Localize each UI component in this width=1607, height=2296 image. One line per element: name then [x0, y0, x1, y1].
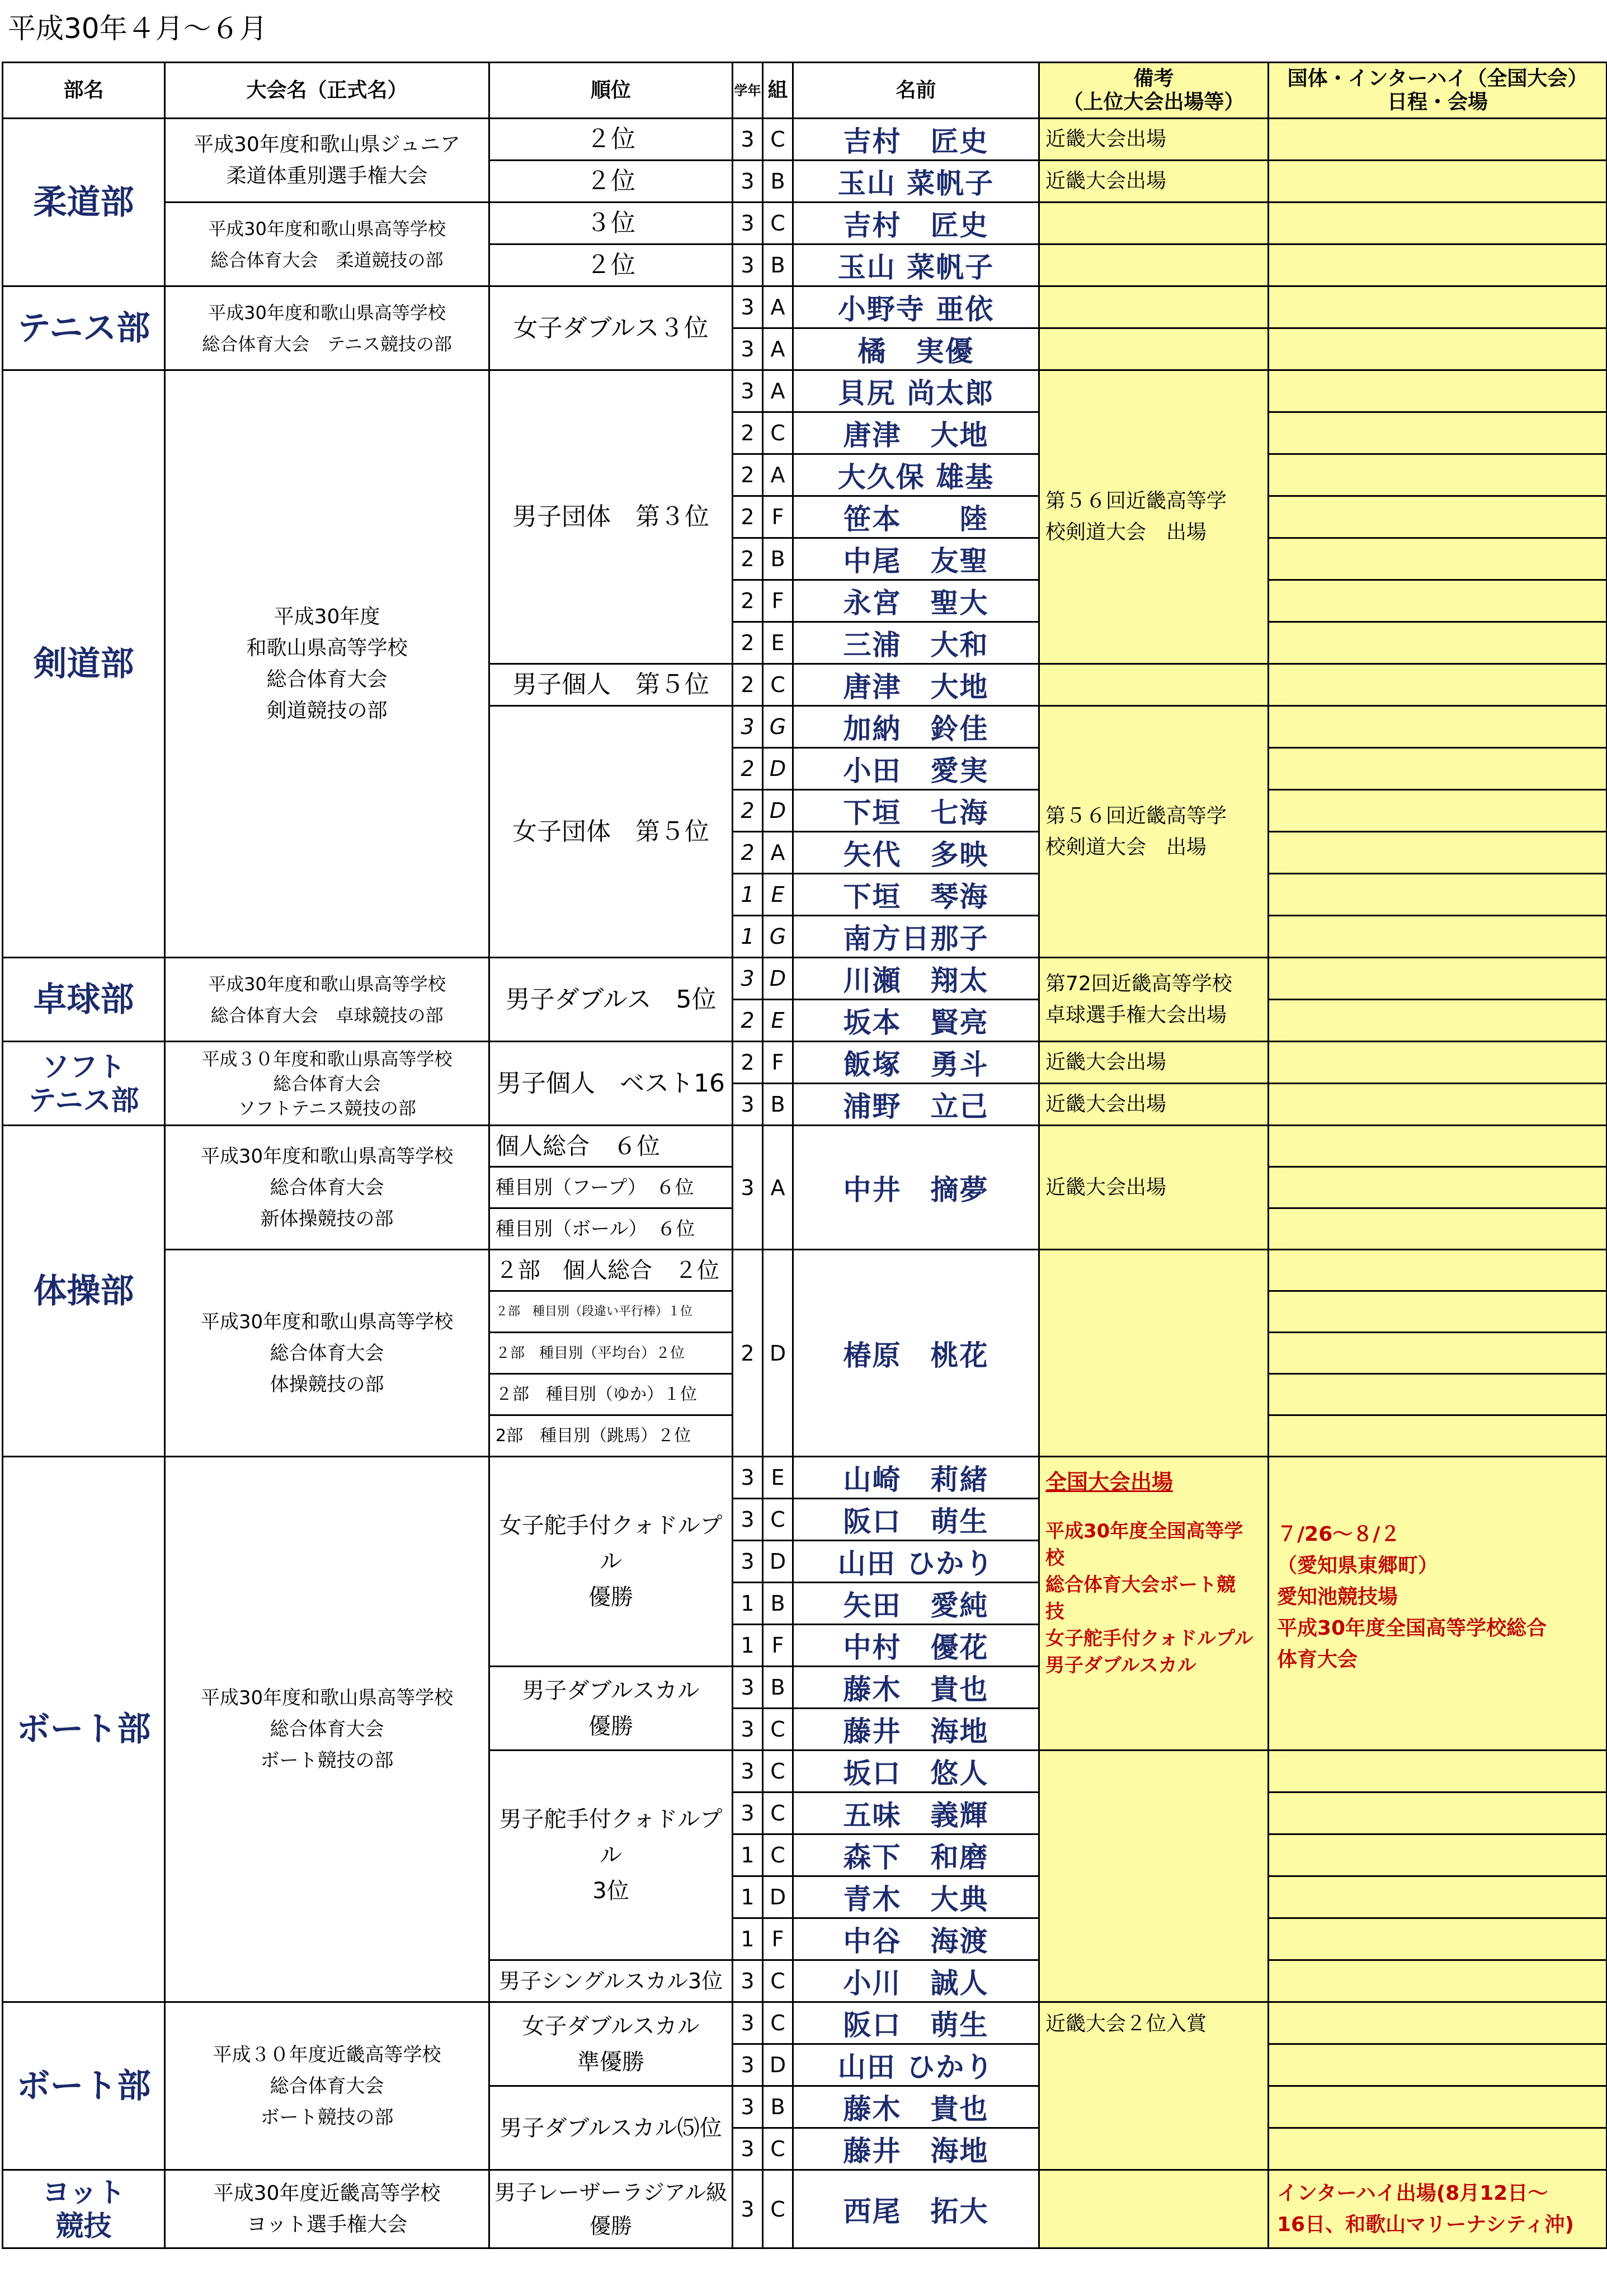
kumi-cell: B	[763, 161, 793, 203]
student-name: 吉村 匠史	[793, 203, 1039, 244]
note-cell	[1039, 1457, 1269, 1751]
table-row	[3, 2002, 1607, 2044]
national-cell	[1269, 1792, 1607, 1834]
student-name: 五味 義輝	[793, 1792, 1039, 1834]
grade-cell: 3	[733, 328, 763, 370]
grade-cell: 1	[733, 916, 763, 958]
rank-cell: 女子団体 第５位	[489, 706, 733, 958]
grade-cell: 3	[733, 1084, 763, 1126]
student-name: 吉村 匠史	[793, 119, 1039, 161]
page-title: 平成30年４月～６月	[8, 12, 267, 45]
table-row	[3, 1250, 1607, 1291]
student-name: 笹本 陸	[793, 496, 1039, 538]
note-cell	[1039, 328, 1269, 370]
tournament-cell: 平成３０年度和歌山県高等学校 総合体育大会 ソフトテニス競技の部	[165, 1042, 489, 1126]
kumi-cell: A	[763, 1126, 793, 1250]
kumi-cell: C	[763, 2128, 793, 2170]
national-cell	[1269, 832, 1607, 874]
student-name: 小田 愛実	[793, 748, 1039, 790]
header-rank: 順位	[489, 63, 733, 119]
grade-cell: 3	[733, 119, 763, 161]
club-cell: ソフト テニス部	[3, 1042, 165, 1126]
kumi-cell: E	[763, 874, 793, 916]
club-cell: ボート部	[3, 1457, 165, 2002]
note-cell	[1039, 203, 1269, 244]
national-cell: ７/26～８/２ （愛知県東郷町） 愛知池競技場 平成30年度全国高等学校総合 体育大会	[1269, 1457, 1607, 1751]
grade-cell: 2	[733, 832, 763, 874]
kumi-cell: B	[763, 244, 793, 286]
student-name: 南方日那子	[793, 916, 1039, 958]
kumi-cell: D	[763, 2044, 793, 2086]
grade-cell: 3	[733, 2086, 763, 2128]
kumi-cell: D	[763, 790, 793, 832]
national-cell	[1269, 580, 1607, 622]
rank-cell: 種目別（ボール） ６位	[489, 1208, 733, 1250]
kumi-cell: A	[763, 454, 793, 496]
student-name: 川瀬 翔太	[793, 958, 1039, 1000]
grade-cell: 1	[733, 1625, 763, 1667]
grade-cell: 3	[733, 161, 763, 203]
tournament-cell: 平成30年度和歌山県高等学校 総合体育大会 ボート競技の部	[165, 1457, 489, 2002]
note-cell	[1039, 664, 1269, 706]
rank-cell: 種目別（フープ） ６位	[489, 1167, 733, 1208]
kumi-cell: C	[763, 2002, 793, 2044]
note-cell: 近畿大会出場	[1039, 161, 1269, 203]
rank-cell: ２位	[489, 161, 733, 203]
student-name: 浦野 立己	[793, 1084, 1039, 1126]
student-name: 加納 鈴佳	[793, 706, 1039, 748]
student-name: 矢田 愛純	[793, 1583, 1039, 1625]
header-name: 名前	[793, 63, 1039, 119]
kumi-cell: G	[763, 916, 793, 958]
kumi-cell: D	[763, 1876, 793, 1918]
national-cell	[1269, 496, 1607, 538]
rank-cell: 女子ダブルスカル 準優勝	[489, 2002, 733, 2086]
national-cell	[1269, 412, 1607, 454]
grade-cell: 3	[733, 706, 763, 748]
grade-cell: 1	[733, 1834, 763, 1876]
kumi-cell: F	[763, 1918, 793, 1960]
student-name: 山田 ひかり	[793, 1541, 1039, 1583]
header-grade: 学年	[733, 63, 763, 119]
kumi-cell: E	[763, 1000, 793, 1042]
table-row	[3, 958, 1607, 1000]
student-name: 山崎 莉緒	[793, 1457, 1039, 1499]
note-cell: 第５６回近畿高等学 校剣道大会 出場	[1039, 370, 1269, 664]
grade-cell: 2	[733, 622, 763, 664]
grade-cell: 1	[733, 1918, 763, 1960]
grade-cell: 2	[733, 1250, 763, 1457]
grade-cell: 2	[733, 664, 763, 706]
grade-cell: 2	[733, 748, 763, 790]
note-cell: 近畿大会出場	[1039, 1084, 1269, 1126]
tournament-cell: 平成30年度 和歌山県高等学校 総合体育大会 剣道競技の部	[165, 370, 489, 958]
national-cell	[1269, 454, 1607, 496]
student-name: 坂本 賢亮	[793, 1000, 1039, 1042]
student-name: 中尾 友聖	[793, 538, 1039, 580]
kumi-cell: E	[763, 1457, 793, 1499]
note-cell: 第５６回近畿高等学 校剣道大会 出場	[1039, 706, 1269, 958]
student-name: 椿原 桃花	[793, 1250, 1039, 1457]
club-cell: 卓球部	[3, 958, 165, 1042]
national-cell	[1269, 1208, 1607, 1250]
kumi-cell: A	[763, 286, 793, 328]
national-cell	[1269, 328, 1607, 370]
rank-cell: 男子シングルスカル3位	[489, 1960, 733, 2002]
national-cell	[1269, 1960, 1607, 2002]
club-cell: ボート部	[3, 2002, 165, 2170]
kumi-cell: C	[763, 1751, 793, 1792]
kumi-cell: B	[763, 538, 793, 580]
grade-cell: 2	[733, 496, 763, 538]
national-cell	[1269, 748, 1607, 790]
student-name: 坂口 悠人	[793, 1751, 1039, 1792]
national-cell	[1269, 790, 1607, 832]
student-name: 飯塚 勇斗	[793, 1042, 1039, 1084]
grade-cell: 2	[733, 412, 763, 454]
grade-cell: 1	[733, 874, 763, 916]
kumi-cell: A	[763, 370, 793, 412]
student-name: 阪口 萌生	[793, 1499, 1039, 1541]
grade-cell: 3	[733, 1457, 763, 1499]
national-cell	[1269, 916, 1607, 958]
rank-cell: 男子舵手付クォドルプル 3位	[489, 1751, 733, 1960]
note-cell	[1039, 286, 1269, 328]
national-cell: インターハイ出場(8月12日～ 16日、和歌山マリーナシティ沖)	[1269, 2170, 1607, 2248]
kumi-cell: F	[763, 1042, 793, 1084]
national-tournament-detail: 平成30年度全国高等学 校 総合体育大会ボート競 技 女子舵手付クォドルプル 男子ダブルスカル	[1045, 1520, 1253, 1677]
national-cell	[1269, 1876, 1607, 1918]
grade-cell: 2	[733, 454, 763, 496]
rank-cell: 男子個人 第５位	[489, 664, 733, 706]
rank-cell: 男子レーザーラジアル級 優勝	[489, 2170, 733, 2248]
note-cell: 近畿大会出場	[1039, 119, 1269, 161]
tournament-cell: 平成30年度近畿高等学校 ヨット選手権大会	[165, 2170, 489, 2248]
grade-cell: 2	[733, 538, 763, 580]
tournament-cell: 平成30年度和歌山県高等学校 総合体育大会 テニス競技の部	[165, 286, 489, 370]
student-name: 藤木 貴也	[793, 1667, 1039, 1709]
student-name: 西尾 拓大	[793, 2170, 1039, 2248]
kumi-cell: C	[763, 1792, 793, 1834]
grade-cell: 3	[733, 1751, 763, 1792]
kumi-cell: C	[763, 203, 793, 244]
national-cell	[1269, 370, 1607, 412]
grade-cell: 3	[733, 1541, 763, 1583]
kumi-cell: F	[763, 1625, 793, 1667]
national-cell	[1269, 1042, 1607, 1084]
student-name: 山田 ひかり	[793, 2044, 1039, 2086]
rank-cell: 男子ダブルス 5位	[489, 958, 733, 1042]
grade-cell: 1	[733, 1583, 763, 1625]
national-cell	[1269, 874, 1607, 916]
rank-cell: ２位	[489, 244, 733, 286]
table-row	[3, 370, 1607, 412]
national-cell	[1269, 622, 1607, 664]
rank-cell: 男子ダブルスカル⑸位	[489, 2086, 733, 2170]
note-cell: 第72回近畿高等学校 卓球選手権大会出場	[1039, 958, 1269, 1042]
national-cell	[1269, 244, 1607, 286]
grade-cell: 3	[733, 244, 763, 286]
rank-cell: ２部 種目別（ゆか）１位	[489, 1374, 733, 1415]
student-name: 阪口 萌生	[793, 2002, 1039, 2044]
tournament-cell: 平成30年度和歌山県高等学校 総合体育大会 卓球競技の部	[165, 958, 489, 1042]
national-cell	[1269, 1084, 1607, 1126]
kumi-cell: B	[763, 2086, 793, 2128]
national-cell	[1269, 958, 1607, 1000]
grade-cell: 3	[733, 1792, 763, 1834]
national-cell	[1269, 286, 1607, 328]
kumi-cell: C	[763, 1834, 793, 1876]
tournament-cell: 平成30年度和歌山県高等学校 総合体育大会 新体操競技の部	[165, 1126, 489, 1250]
table-row	[3, 203, 1607, 244]
header-note: 備考 （上位大会出場等）	[1039, 63, 1269, 119]
rank-cell: 男子ダブルスカル 優勝	[489, 1667, 733, 1751]
club-cell: ヨット 競技	[3, 2170, 165, 2248]
national-cell	[1269, 2002, 1607, 2044]
student-name: 青木 大典	[793, 1876, 1039, 1918]
national-cell	[1269, 1834, 1607, 1876]
kumi-cell: D	[763, 1250, 793, 1457]
national-cell	[1269, 203, 1607, 244]
grade-cell: 3	[733, 370, 763, 412]
rank-cell: 男子個人 ベスト16	[489, 1042, 733, 1126]
national-cell	[1269, 1167, 1607, 1208]
table-row	[3, 1042, 1607, 1084]
kumi-cell: B	[763, 1667, 793, 1709]
kumi-cell: C	[763, 1960, 793, 2002]
note-cell: 近畿大会２位入賞	[1039, 2002, 1269, 2170]
header-tournament: 大会名（正式名）	[165, 63, 489, 119]
club-cell: テニス部	[3, 286, 165, 370]
grade-cell: 2	[733, 790, 763, 832]
student-name: 下垣 琴海	[793, 874, 1039, 916]
student-name: 中村 優花	[793, 1625, 1039, 1667]
kumi-cell: A	[763, 832, 793, 874]
student-name: 大久保 雄基	[793, 454, 1039, 496]
kumi-cell: C	[763, 1499, 793, 1541]
kumi-cell: D	[763, 1541, 793, 1583]
kumi-cell: C	[763, 412, 793, 454]
rank-cell: ２部 個人総合 ２位	[489, 1250, 733, 1291]
club-cell: 体操部	[3, 1126, 165, 1457]
rank-cell: ２部 種目別（段違い平行棒）１位	[489, 1291, 733, 1333]
national-cell	[1269, 1000, 1607, 1042]
national-cell	[1269, 119, 1607, 161]
grade-cell: 3	[733, 1667, 763, 1709]
note-cell: 近畿大会出場	[1039, 1126, 1269, 1250]
student-name: 藤木 貴也	[793, 2086, 1039, 2128]
results-table	[2, 62, 1607, 2249]
grade-cell: 3	[733, 1499, 763, 1541]
kumi-cell: C	[763, 1709, 793, 1751]
national-tournament-title: 全国大会出場	[1045, 1470, 1174, 1494]
kumi-cell: C	[763, 664, 793, 706]
note-cell	[1039, 1751, 1269, 2002]
table-row	[3, 2170, 1607, 2248]
national-cell	[1269, 2128, 1607, 2170]
rank-cell: ３位	[489, 203, 733, 244]
kumi-cell: A	[763, 328, 793, 370]
student-name: 小川 誠人	[793, 1960, 1039, 2002]
kumi-cell: F	[763, 580, 793, 622]
rank-cell: 2部 種目別（跳馬）２位	[489, 1415, 733, 1457]
grade-cell: 3	[733, 2128, 763, 2170]
rank-cell: 個人総合 ６位	[489, 1126, 733, 1167]
rank-cell: 女子ダブルス３位	[489, 286, 733, 370]
grade-cell: 3	[733, 203, 763, 244]
table-row	[3, 286, 1607, 328]
national-cell	[1269, 1918, 1607, 1960]
student-name: 藤井 海地	[793, 1709, 1039, 1751]
kumi-cell: C	[763, 2170, 793, 2248]
header-national: 国体・インターハイ（全国大会） 日程・会場	[1269, 63, 1607, 119]
kumi-cell: B	[763, 1084, 793, 1126]
tournament-cell: 平成30年度和歌山県高等学校 総合体育大会 柔道競技の部	[165, 203, 489, 286]
national-cell	[1269, 2044, 1607, 2086]
grade-cell: 3	[733, 2170, 763, 2248]
table-row	[3, 1126, 1607, 1167]
grade-cell: 2	[733, 1042, 763, 1084]
grade-cell: 3	[733, 1709, 763, 1751]
national-cell	[1269, 1126, 1607, 1167]
note-cell	[1039, 1250, 1269, 1457]
rank-cell: 男子団体 第３位	[489, 370, 733, 664]
kumi-cell: D	[763, 958, 793, 1000]
kumi-cell: B	[763, 1583, 793, 1625]
note-cell: 近畿大会出場	[1039, 1042, 1269, 1084]
grade-cell: 3	[733, 958, 763, 1000]
tournament-cell: 平成30年度和歌山県高等学校 総合体育大会 体操競技の部	[165, 1250, 489, 1457]
grade-cell: 3	[733, 1960, 763, 2002]
header-kumi: 組	[763, 63, 793, 119]
student-name: 小野寺 亜依	[793, 286, 1039, 328]
rank-cell: 女子舵手付クォドルプル 優勝	[489, 1457, 733, 1667]
table-row	[3, 119, 1607, 161]
grade-cell: 1	[733, 1876, 763, 1918]
national-cell	[1269, 1374, 1607, 1415]
student-name: 玉山 菜帆子	[793, 244, 1039, 286]
national-cell	[1269, 1333, 1607, 1374]
national-cell	[1269, 706, 1607, 748]
tournament-cell: 平成３０年度近畿高等学校 総合体育大会 ボート競技の部	[165, 2002, 489, 2170]
grade-cell: 3	[733, 2044, 763, 2086]
note-cell	[1039, 244, 1269, 286]
header-row	[3, 63, 1607, 119]
student-name: 玉山 菜帆子	[793, 161, 1039, 203]
national-cell	[1269, 2086, 1607, 2128]
kumi-cell: G	[763, 706, 793, 748]
kumi-cell: F	[763, 496, 793, 538]
national-cell	[1269, 1415, 1607, 1457]
grade-cell: 2	[733, 1000, 763, 1042]
student-name: 貝尻 尚太郎	[793, 370, 1039, 412]
note-cell	[1039, 2170, 1269, 2248]
grade-cell: 2	[733, 580, 763, 622]
national-cell	[1269, 664, 1607, 706]
club-cell: 剣道部	[3, 370, 165, 958]
national-cell	[1269, 1751, 1607, 1792]
student-name: 橘 実優	[793, 328, 1039, 370]
grade-cell: 3	[733, 2002, 763, 2044]
student-name: 藤井 海地	[793, 2128, 1039, 2170]
student-name: 唐津 大地	[793, 664, 1039, 706]
national-cell	[1269, 161, 1607, 203]
student-name: 三浦 大和	[793, 622, 1039, 664]
national-cell	[1269, 1250, 1607, 1291]
kumi-cell: D	[763, 748, 793, 790]
rank-cell: ２位	[489, 119, 733, 161]
national-cell	[1269, 1291, 1607, 1333]
student-name: 下垣 七海	[793, 790, 1039, 832]
club-cell: 柔道部	[3, 119, 165, 286]
header-club: 部名	[3, 63, 165, 119]
grade-cell: 3	[733, 286, 763, 328]
table-row	[3, 1457, 1607, 1499]
student-name: 中井 摘夢	[793, 1126, 1039, 1250]
grade-cell: 3	[733, 1126, 763, 1250]
kumi-cell: E	[763, 622, 793, 664]
tournament-cell: 平成30年度和歌山県ジュニア 柔道体重別選手権大会	[165, 119, 489, 203]
student-name: 永宮 聖大	[793, 580, 1039, 622]
student-name: 矢代 多映	[793, 832, 1039, 874]
national-cell	[1269, 538, 1607, 580]
student-name: 唐津 大地	[793, 412, 1039, 454]
kumi-cell: C	[763, 119, 793, 161]
student-name: 中谷 海渡	[793, 1918, 1039, 1960]
student-name: 森下 和磨	[793, 1834, 1039, 1876]
rank-cell: ２部 種目別（平均台）２位	[489, 1333, 733, 1374]
